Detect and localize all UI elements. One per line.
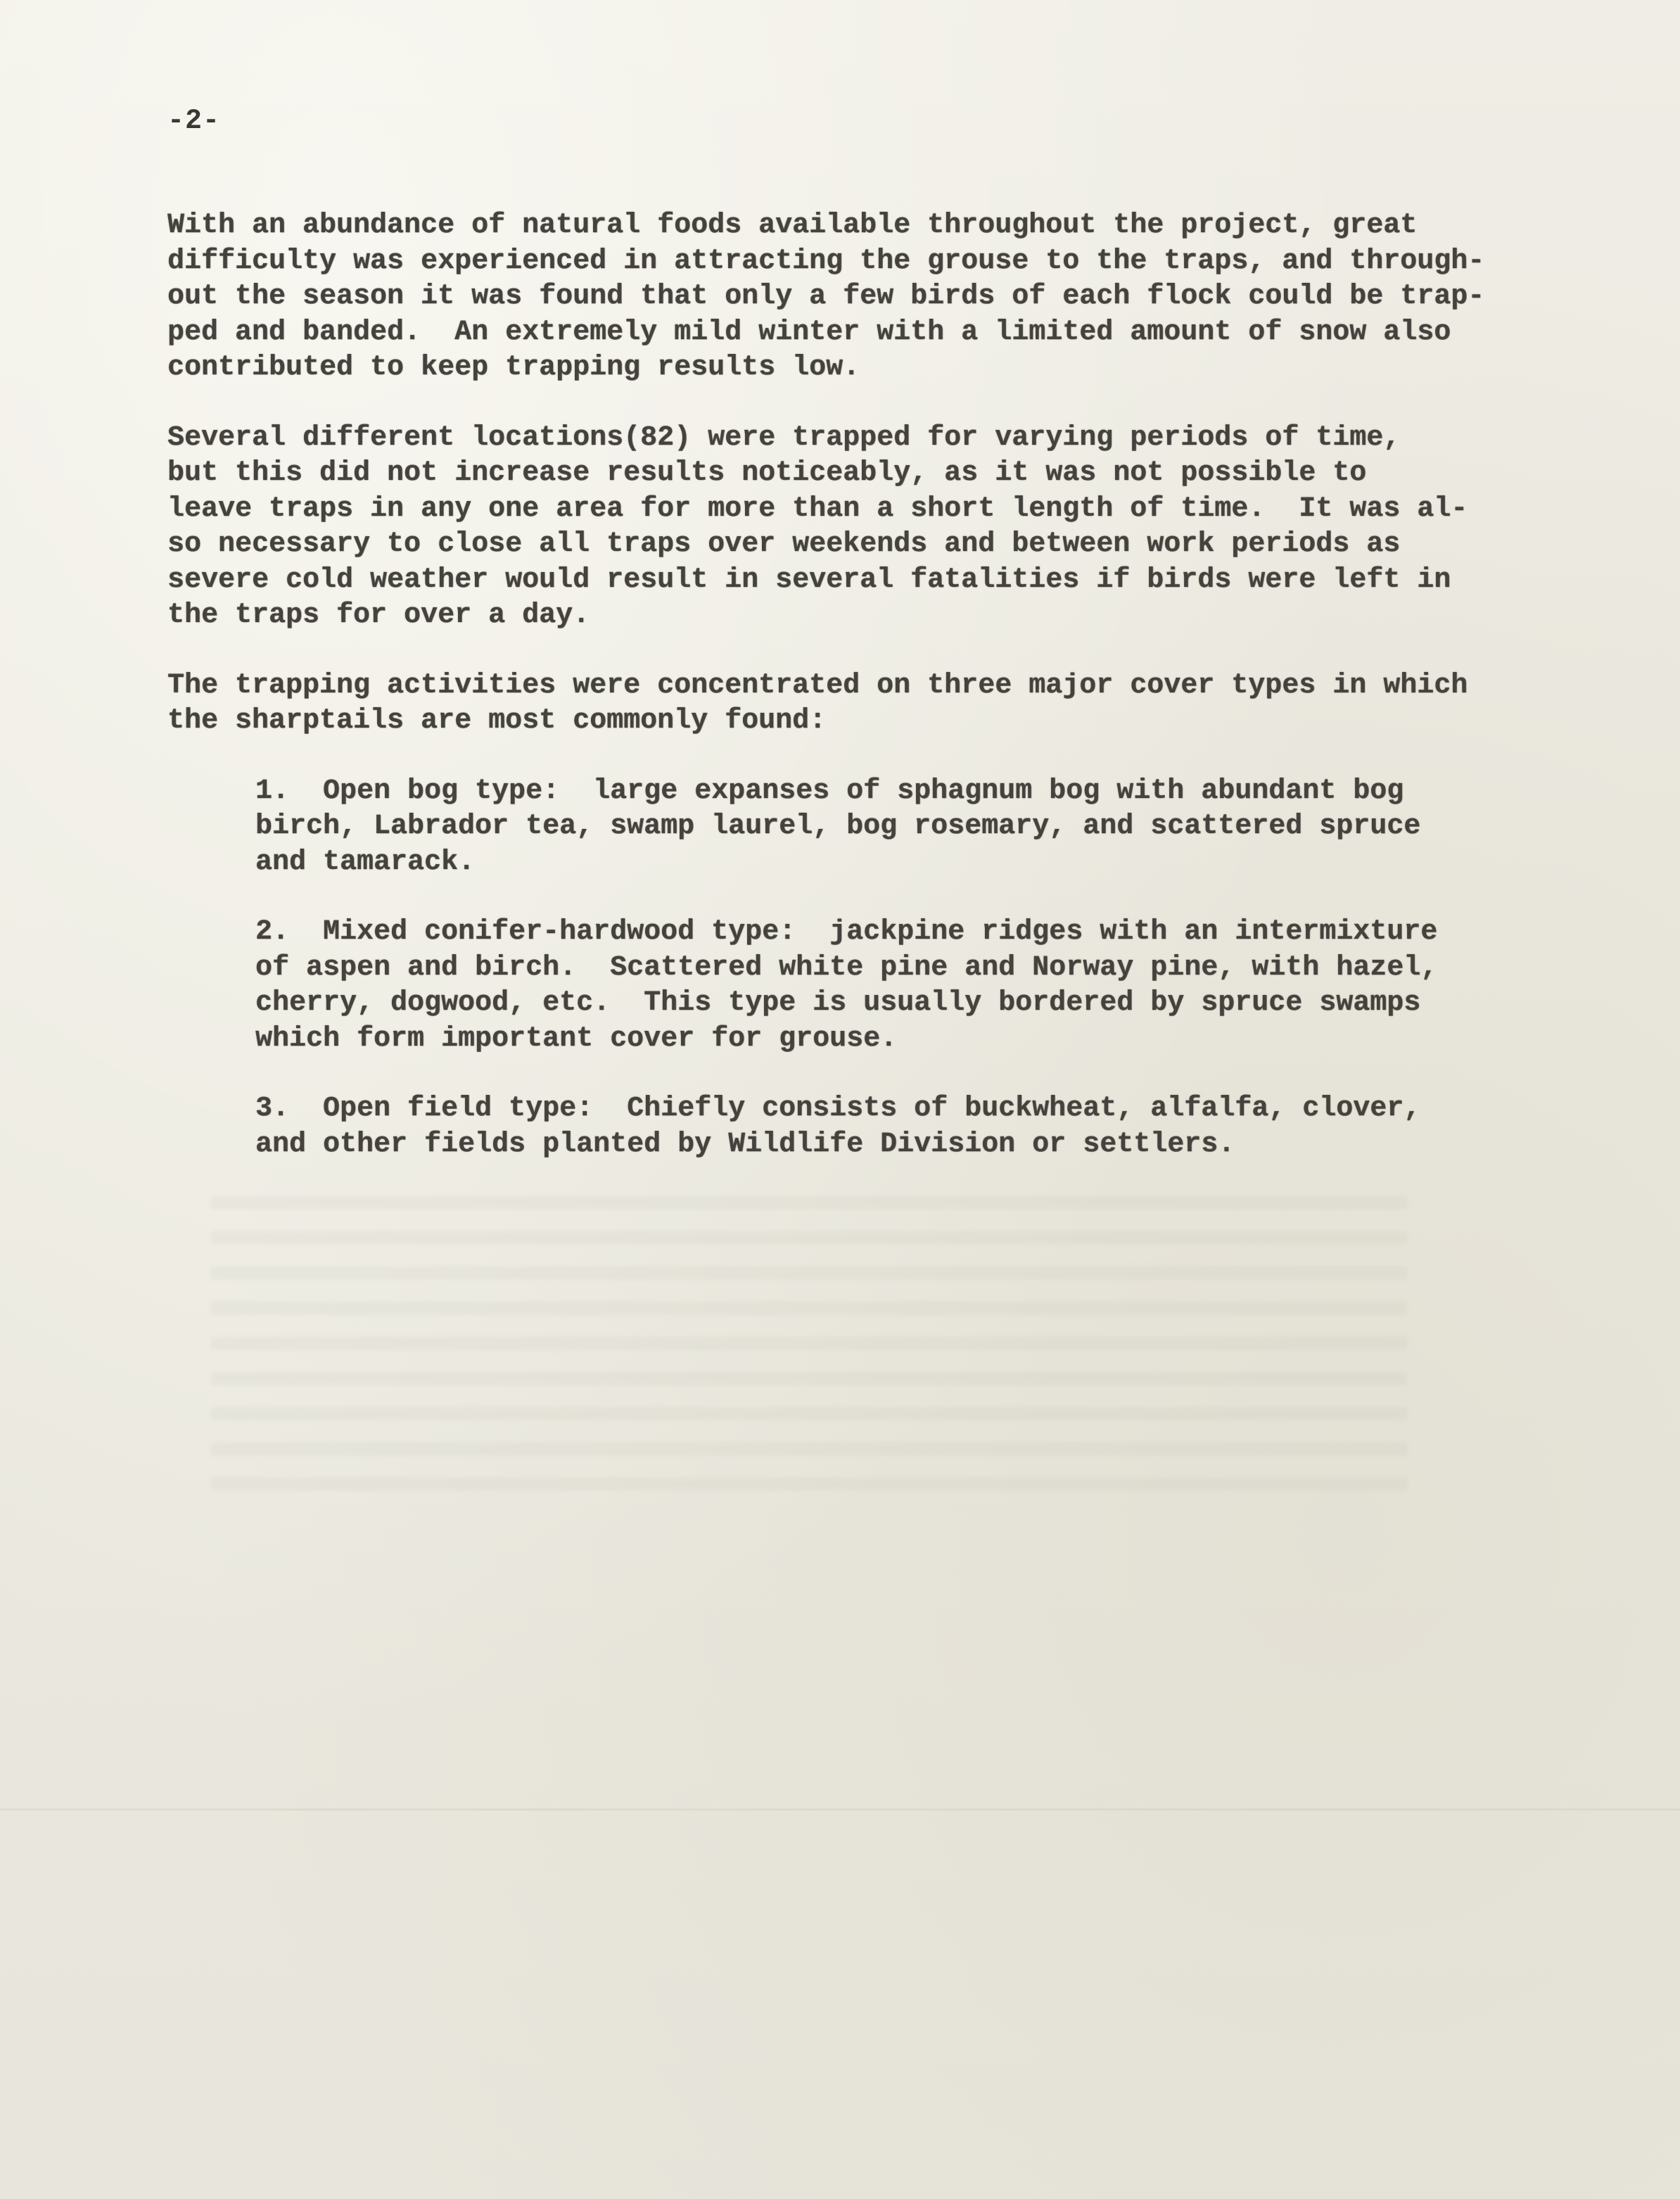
text-line: contributed to keep trapping results low. — [167, 352, 860, 384]
list-item-open-field — [255, 1091, 1582, 1162]
text-line: 1. Open bog type: large expanses of sphagnum bog with abundant bog — [255, 775, 1404, 807]
paragraph-trap-locations — [167, 421, 1582, 634]
list-item-mixed-conifer — [255, 915, 1582, 1057]
text-line: birch, Labrador tea, swamp laurel, bog rosemary, and scattered spruce — [255, 811, 1421, 842]
text-line: and tamarack. — [255, 846, 476, 878]
text-line: Several different locations(82) were trapped for varying periods of time, — [167, 422, 1401, 454]
text-line: and other fields planted by Wildlife Division or settlers. — [255, 1128, 1235, 1160]
text-line: 3. Open field type: Chiefly consists of buckwheat, alfalfa, clover, — [255, 1093, 1421, 1124]
paragraph-cover-types-intro — [167, 668, 1582, 740]
text-line: With an abundance of natural foods available throughout the project, great — [167, 210, 1418, 241]
text-line: out the season it was found that only a few birds of each flock could be trap- — [167, 281, 1485, 312]
list-item-open-bog — [255, 774, 1582, 881]
text-line: severe cold weather would result in several fatalities if birds were left in — [167, 564, 1451, 596]
text-line: cherry, dogwood, etc. This type is usually bordered by spruce swamps — [255, 987, 1421, 1019]
text-line: difficulty was experienced in attracting the grouse to the traps, and through- — [167, 245, 1485, 277]
document-body — [167, 208, 1582, 1197]
text-line: but this did not increase results noticeably, as it was not possible to — [167, 457, 1367, 489]
text-line: 2. Mixed conifer-hardwood type: jackpine ridges with an intermixture — [255, 916, 1438, 948]
paragraph-trapping-difficulty — [167, 208, 1582, 386]
text-line: of aspen and birch. Scattered white pine and Norway pine, with hazel, — [255, 951, 1438, 984]
text-line: the sharptails are most commonly found: — [167, 705, 827, 737]
text-line: which form important cover for grouse. — [255, 1022, 898, 1055]
bleed-through-marks — [211, 1196, 1407, 1492]
text-line: ped and banded. An extremely mild winter with a limited amount of snow also — [167, 316, 1451, 348]
text-line: the traps for over a day. — [167, 600, 590, 631]
cover-types-list — [255, 774, 1582, 1163]
text-line: leave traps in any one area for more than a short length of time. It was al- — [167, 493, 1468, 525]
paper-fold-line — [0, 1808, 1680, 1811]
page-number: -2- — [167, 106, 221, 137]
text-line: The trapping activities were concentrated on three major cover types in which — [167, 669, 1468, 702]
text-line: so necessary to close all traps over weekends and between work periods as — [167, 528, 1401, 560]
